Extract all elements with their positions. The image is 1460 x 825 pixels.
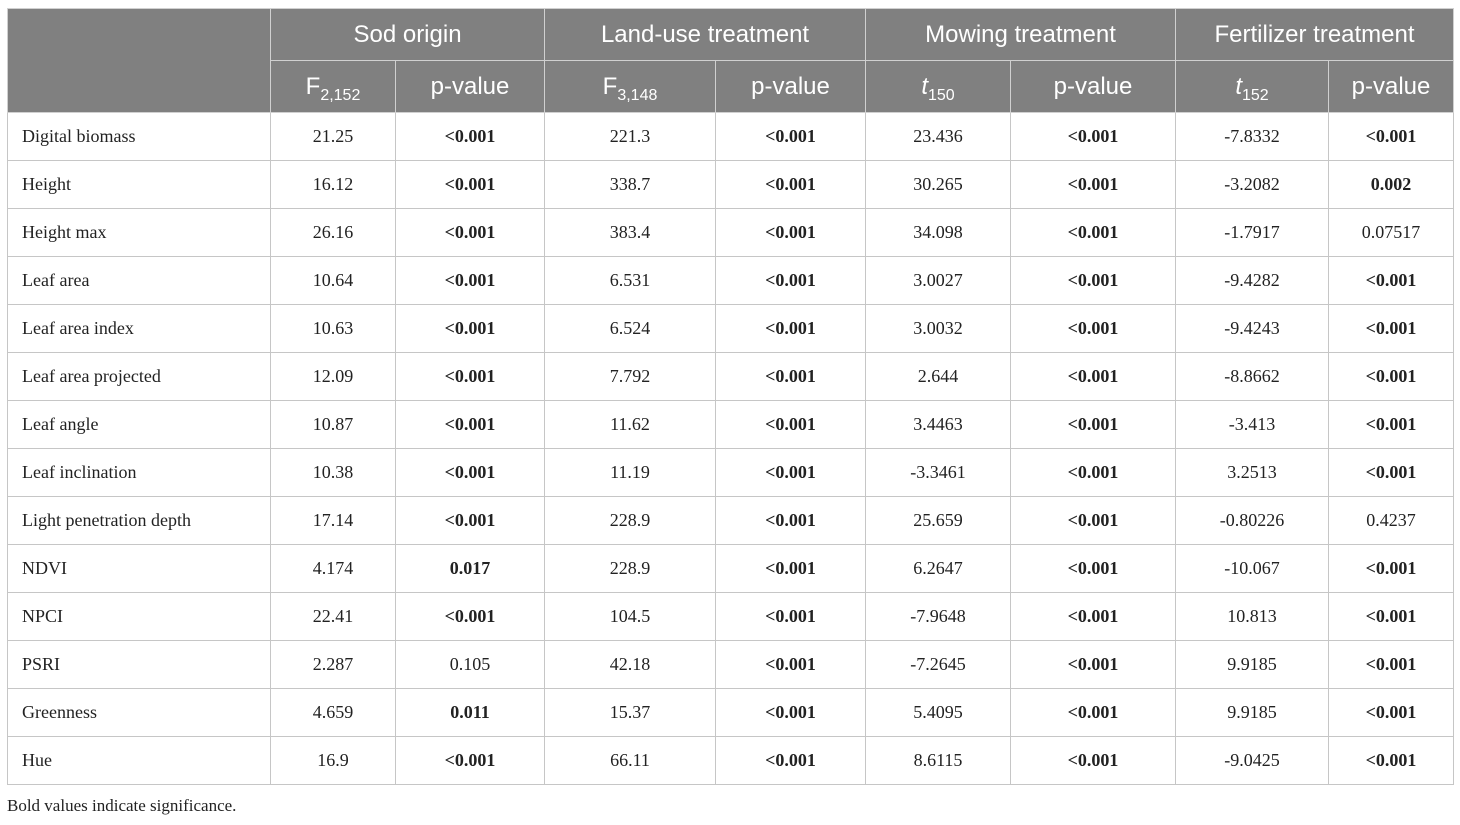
statistic-cell: -7.8332 (1176, 113, 1329, 161)
statistic-cell: 10.813 (1176, 593, 1329, 641)
statistic-cell: -9.0425 (1176, 737, 1329, 785)
p-value-cell: <0.001 (716, 545, 866, 593)
p-value-cell: <0.001 (1329, 401, 1454, 449)
statistic-cell: 66.11 (545, 737, 716, 785)
p-value-cell: <0.001 (716, 353, 866, 401)
p-value-cell: <0.001 (1329, 737, 1454, 785)
header-stat-cell (271, 61, 396, 113)
statistic-cell: 12.09 (271, 353, 396, 401)
header-stat-cell (716, 61, 866, 113)
statistic-cell: 9.9185 (1176, 689, 1329, 737)
p-value-cell: <0.001 (1011, 161, 1176, 209)
statistic-cell: 23.436 (866, 113, 1011, 161)
row-label: Digital biomass (8, 113, 271, 161)
row-label: Light penetration depth (8, 497, 271, 545)
p-value-cell: <0.001 (1011, 689, 1176, 737)
p-value-cell: <0.001 (1329, 641, 1454, 689)
p-value-cell: <0.001 (1011, 401, 1176, 449)
statistic-cell: 25.659 (866, 497, 1011, 545)
statistic-cell: 338.7 (545, 161, 716, 209)
header-stat-subscript: 152 (1242, 86, 1269, 104)
p-value-cell: <0.001 (716, 257, 866, 305)
p-value-cell: <0.001 (1011, 641, 1176, 689)
p-value-cell: <0.001 (396, 209, 545, 257)
header-stat-cell (1011, 61, 1176, 113)
header-group-land-use: Land-use treatment (545, 9, 866, 61)
statistic-cell: 6.531 (545, 257, 716, 305)
p-value-cell: <0.001 (1329, 257, 1454, 305)
header-group-mowing: Mowing treatment (866, 9, 1176, 61)
p-value-cell: <0.001 (1329, 689, 1454, 737)
header-stat-symbol: p-value (1351, 72, 1431, 100)
row-label: Leaf inclination (8, 449, 271, 497)
statistic-cell: 228.9 (545, 545, 716, 593)
p-value-cell: <0.001 (396, 593, 545, 641)
header-stat-cell (866, 61, 1011, 113)
results-table (7, 8, 1454, 785)
p-value-cell: <0.001 (1011, 257, 1176, 305)
statistic-cell: -3.2082 (1176, 161, 1329, 209)
header-stat-subscript: 2,152 (320, 86, 361, 104)
table-row (8, 737, 1454, 785)
statistic-cell: -8.8662 (1176, 353, 1329, 401)
header-stat-cell (1329, 61, 1454, 113)
header-group-row (8, 9, 1454, 61)
statistic-cell: 17.14 (271, 497, 396, 545)
header-stat-cell (396, 61, 545, 113)
p-value-cell: <0.001 (396, 305, 545, 353)
p-value-cell: <0.001 (1011, 593, 1176, 641)
p-value-cell: 0.4237 (1329, 497, 1454, 545)
p-value-cell: <0.001 (396, 401, 545, 449)
statistic-cell: 7.792 (545, 353, 716, 401)
table-row (8, 497, 1454, 545)
header-stat-symbol: t (1235, 72, 1242, 100)
header-stat-symbol: t (921, 72, 928, 100)
p-value-cell: <0.001 (1011, 209, 1176, 257)
p-value-cell: <0.001 (1011, 449, 1176, 497)
header-stat-cell (545, 61, 716, 113)
p-value-cell: <0.001 (716, 113, 866, 161)
statistic-cell: -7.9648 (866, 593, 1011, 641)
p-value-cell: <0.001 (716, 209, 866, 257)
table-row (8, 113, 1454, 161)
p-value-cell: <0.001 (1329, 113, 1454, 161)
statistic-cell: -9.4243 (1176, 305, 1329, 353)
statistic-cell: 11.19 (545, 449, 716, 497)
header-stat-subscript: 150 (928, 86, 955, 104)
row-label: Greenness (8, 689, 271, 737)
statistic-cell: 21.25 (271, 113, 396, 161)
p-value-cell: <0.001 (1011, 497, 1176, 545)
statistic-cell: -1.7917 (1176, 209, 1329, 257)
statistic-cell: 6.2647 (866, 545, 1011, 593)
p-value-cell: <0.001 (716, 737, 866, 785)
p-value-cell: <0.001 (1329, 305, 1454, 353)
p-value-cell: <0.001 (1329, 449, 1454, 497)
header-group-fertilizer: Fertilizer treatment (1176, 9, 1454, 61)
p-value-cell: 0.105 (396, 641, 545, 689)
p-value-cell: <0.001 (396, 497, 545, 545)
table-row (8, 209, 1454, 257)
header-stat-symbol: p-value (1053, 72, 1133, 100)
statistic-cell: 26.16 (271, 209, 396, 257)
p-value-cell: <0.001 (396, 161, 545, 209)
p-value-cell: 0.017 (396, 545, 545, 593)
statistic-cell: 3.4463 (866, 401, 1011, 449)
row-label: Leaf area (8, 257, 271, 305)
row-label: Height max (8, 209, 271, 257)
statistic-cell: 228.9 (545, 497, 716, 545)
header-stat-symbol: F (602, 72, 618, 100)
statistic-cell: 15.37 (545, 689, 716, 737)
statistic-cell: -3.3461 (866, 449, 1011, 497)
statistic-cell: 8.6115 (866, 737, 1011, 785)
table-row (8, 305, 1454, 353)
table-row (8, 161, 1454, 209)
table-row (8, 353, 1454, 401)
p-value-cell: <0.001 (716, 161, 866, 209)
p-value-cell: <0.001 (396, 737, 545, 785)
row-label: NDVI (8, 545, 271, 593)
table-row (8, 593, 1454, 641)
results-table-container (7, 8, 1453, 785)
p-value-cell: <0.001 (1329, 545, 1454, 593)
statistic-cell: -0.80226 (1176, 497, 1329, 545)
header-corner-cell (8, 9, 271, 113)
statistic-cell: 3.0027 (866, 257, 1011, 305)
row-label: Leaf area projected (8, 353, 271, 401)
p-value-cell: <0.001 (1329, 353, 1454, 401)
p-value-cell: <0.001 (396, 257, 545, 305)
statistic-cell: 22.41 (271, 593, 396, 641)
p-value-cell: <0.001 (1011, 113, 1176, 161)
table-row (8, 401, 1454, 449)
row-label: Leaf area index (8, 305, 271, 353)
statistic-cell: 221.3 (545, 113, 716, 161)
header-stat-symbol: p-value (751, 72, 830, 100)
statistic-cell: 5.4095 (866, 689, 1011, 737)
p-value-cell: <0.001 (716, 593, 866, 641)
statistic-cell: -7.2645 (866, 641, 1011, 689)
row-label: NPCI (8, 593, 271, 641)
statistic-cell: 3.2513 (1176, 449, 1329, 497)
p-value-cell: <0.001 (396, 113, 545, 161)
statistic-cell: 42.18 (545, 641, 716, 689)
statistic-cell: 4.659 (271, 689, 396, 737)
p-value-cell: <0.001 (1011, 353, 1176, 401)
table-row (8, 641, 1454, 689)
statistic-cell: 2.287 (271, 641, 396, 689)
table-body (8, 113, 1454, 785)
header-stat-symbol: F (305, 72, 321, 100)
p-value-cell: 0.002 (1329, 161, 1454, 209)
table-row (8, 545, 1454, 593)
p-value-cell: <0.001 (1011, 737, 1176, 785)
statistic-cell: 30.265 (866, 161, 1011, 209)
statistic-cell: 2.644 (866, 353, 1011, 401)
statistic-cell: 4.174 (271, 545, 396, 593)
statistic-cell: -9.4282 (1176, 257, 1329, 305)
statistic-cell: 104.5 (545, 593, 716, 641)
p-value-cell: <0.001 (1011, 545, 1176, 593)
table-header (8, 9, 1454, 113)
p-value-cell: <0.001 (716, 401, 866, 449)
row-label: PSRI (8, 641, 271, 689)
p-value-cell: 0.011 (396, 689, 545, 737)
p-value-cell: <0.001 (716, 449, 866, 497)
row-label: Height (8, 161, 271, 209)
header-stat-symbol: p-value (430, 72, 510, 100)
statistic-cell: 16.9 (271, 737, 396, 785)
statistic-cell: 11.62 (545, 401, 716, 449)
statistic-cell: 10.87 (271, 401, 396, 449)
row-label: Leaf angle (8, 401, 271, 449)
header-stat-cell (1176, 61, 1329, 113)
statistic-cell: 10.38 (271, 449, 396, 497)
header-group-sod-origin: Sod origin (271, 9, 545, 61)
statistic-cell: 3.0032 (866, 305, 1011, 353)
table-row (8, 689, 1454, 737)
statistic-cell: 10.64 (271, 257, 396, 305)
p-value-cell: <0.001 (716, 497, 866, 545)
statistic-cell: 383.4 (545, 209, 716, 257)
statistic-cell: 34.098 (866, 209, 1011, 257)
p-value-cell: <0.001 (1011, 305, 1176, 353)
p-value-cell: 0.07517 (1329, 209, 1454, 257)
statistic-cell: 10.63 (271, 305, 396, 353)
table-footnote: Bold values indicate significance. (7, 796, 237, 815)
p-value-cell: <0.001 (716, 305, 866, 353)
statistic-cell: 16.12 (271, 161, 396, 209)
statistic-cell: 6.524 (545, 305, 716, 353)
row-label: Hue (8, 737, 271, 785)
table-row (8, 449, 1454, 497)
p-value-cell: <0.001 (1329, 593, 1454, 641)
p-value-cell: <0.001 (716, 689, 866, 737)
statistic-cell: -3.413 (1176, 401, 1329, 449)
statistic-cell: -10.067 (1176, 545, 1329, 593)
header-stat-subscript: 3,148 (617, 86, 658, 104)
p-value-cell: <0.001 (396, 353, 545, 401)
p-value-cell: <0.001 (396, 449, 545, 497)
p-value-cell: <0.001 (716, 641, 866, 689)
table-row (8, 257, 1454, 305)
statistic-cell: 9.9185 (1176, 641, 1329, 689)
